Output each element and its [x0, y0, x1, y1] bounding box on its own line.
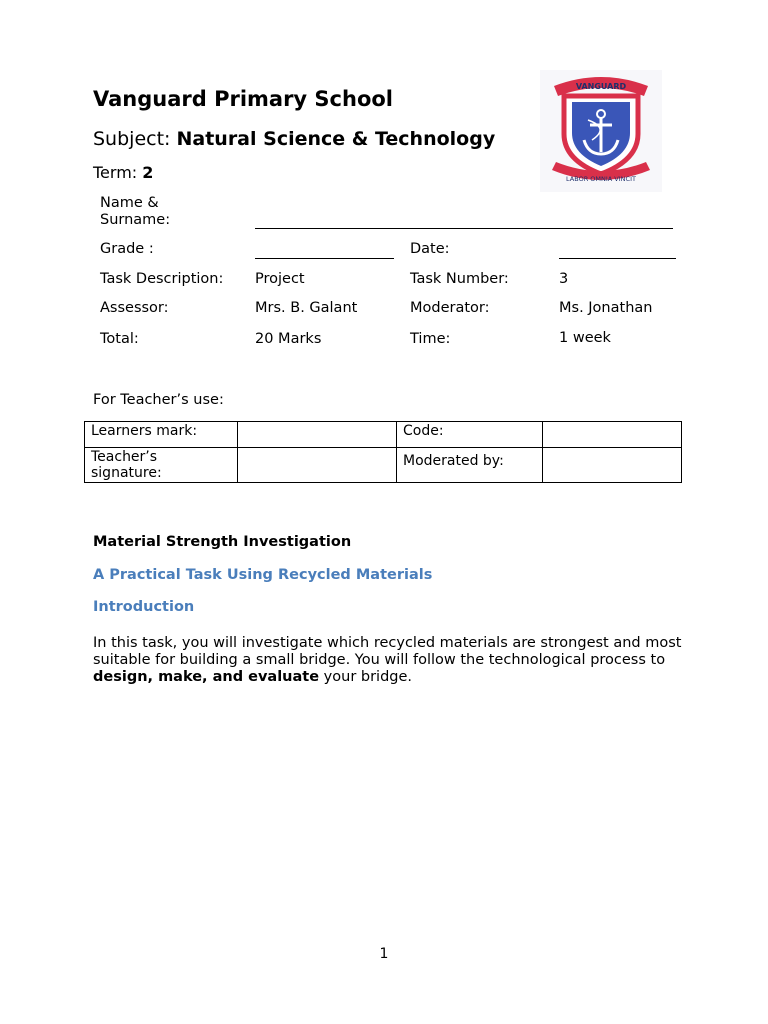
assessor-value: Mrs. B. Galant — [255, 300, 358, 316]
crest-top-text: VANGUARD — [575, 82, 627, 91]
teacher-table-row — [85, 448, 682, 483]
term-label: Term: — [93, 163, 138, 182]
moderated-by-label: Moderated by: — [397, 448, 543, 483]
teacher-table-row — [85, 422, 682, 448]
date-label: Date: — [410, 241, 450, 257]
grade-field[interactable] — [255, 258, 394, 259]
name-surname-label: Name & Surname: — [100, 195, 171, 228]
introduction-paragraph: In this task, you will investigate which recycled materials are strongest and most suitable for building a small bridge. You will follow the technological process to design, make, and evaluate your bridge. — [93, 635, 682, 685]
teacher-signature-label: Teacher’s signature: — [85, 448, 238, 483]
learners-mark-label: Learners mark: — [85, 422, 238, 448]
introduction-heading: Introduction — [93, 599, 195, 615]
teacher-use-table — [84, 421, 682, 483]
date-field[interactable] — [559, 258, 676, 259]
task-description-value: Project — [255, 271, 305, 287]
page-number: 1 — [379, 946, 389, 962]
task-number-label: Task Number: — [410, 271, 509, 287]
code-cell[interactable] — [543, 422, 682, 448]
school-crest-icon — [540, 70, 662, 192]
term-value: 2 — [142, 163, 154, 182]
time-value: 1 week — [559, 330, 611, 346]
assessor-label: Assessor: — [100, 300, 169, 316]
moderator-value: Ms. Jonathan — [559, 300, 653, 316]
time-label: Time: — [410, 331, 451, 347]
subtitle: A Practical Task Using Recycled Materials — [93, 567, 433, 583]
task-number-value: 3 — [559, 271, 569, 287]
moderator-label: Moderator: — [410, 300, 490, 316]
subject-value: Natural Science & Technology — [176, 128, 496, 150]
total-label: Total: — [100, 331, 139, 347]
total-value: 20 Marks — [255, 331, 322, 347]
grade-label: Grade : — [100, 241, 154, 257]
term-line — [93, 163, 153, 182]
intro-bold-text: design, make, and evaluate — [93, 669, 320, 685]
crest-motto: LABOR OMNIA VINCIT — [566, 175, 636, 183]
name-surname-field[interactable] — [255, 228, 673, 229]
teacher-use-heading: For Teacher’s use: — [93, 392, 224, 408]
code-label: Code: — [397, 422, 543, 448]
school-name: Vanguard Primary School — [93, 87, 394, 111]
subject-line — [93, 128, 495, 150]
subject-label: Subject: — [93, 128, 171, 150]
section-title: Material Strength Investigation — [93, 534, 352, 550]
task-description-label: Task Description: — [100, 271, 224, 287]
teacher-signature-cell[interactable] — [238, 448, 397, 483]
moderated-by-cell[interactable] — [543, 448, 682, 483]
learners-mark-cell[interactable] — [238, 422, 397, 448]
